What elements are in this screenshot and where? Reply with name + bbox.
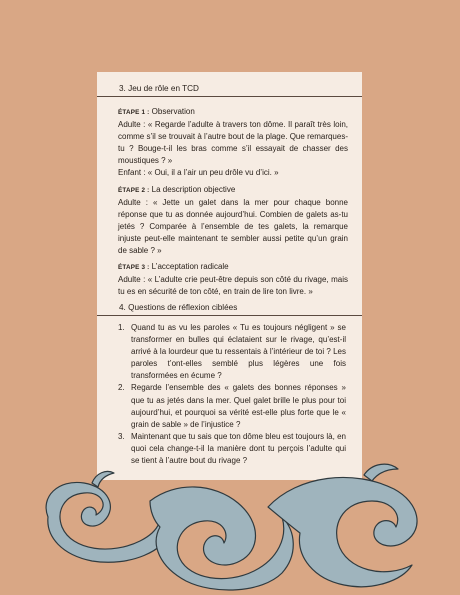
step-3-title: L’acceptation radicale [151,262,229,272]
step-3-label: ÉTAPE 3 : [118,264,150,272]
question-text: Maintenant que tu sais que ton dôme bleu est toujours là, en quoi cela change-t-il la manière dont tu perçois l’adulte qui se tient à l’autre bout du rivage ? [131,431,346,466]
step-3 [118,261,348,298]
wave-illustration [0,455,460,595]
section-4-heading: 4. Questions de réflexion ciblées [97,299,362,316]
step-2-line-1: Adulte : « Jette un galet dans la mer pour chaque bonne réponse que tu as donnée aujourd’hui. Combien de galets as-tu jetés ? Comparée à l’ensemble de tes galets, la remarque injuste peut-elle maintenant te sembler aussi petite qu’un grain de sable ? » [118,197,348,256]
wave-left-icon [46,482,173,562]
step-2-title: La description objective [151,184,236,194]
step-2-label: ÉTAPE 2 : [118,186,150,194]
question-item [118,322,346,382]
section-3-heading: 3. Jeu de rôle en TCD [97,80,362,97]
question-item [118,382,346,430]
wave-splash-icon [92,471,114,487]
question-text: Regarde l’ensemble des « galets des bonnes réponses » que tu as jetés dans la mer. Quel galet brille le plus pour toi aujourd’hui, et pourquoi sa vérité est-elle plus forte que le « grain de sable » de l’injustice ? [131,383,346,429]
question-number: 1. [118,323,125,332]
question-text: Quand tu as vu les paroles « Tu es toujours négligent » se transformer en bulles qui éclataient sur le rivage, qu’est-il arrivé à la lourdeur que tu ressentais à l’intérieur de toi ? Les paroles t’ont-elles semblé plus légères une fois transformées en écume ? [131,323,346,381]
step-1-label: ÉTAPE 1 : [118,109,150,116]
wave-splash-icon [364,464,398,481]
step-1-line-2: Enfant : « Oui, il a l’air un peu drôle vu d’ici. » [118,168,279,178]
step-2 [118,184,348,258]
step-1-title: Observation [151,107,195,116]
step-1-line-1: Adulte : « Regarde l’adulte à travers ton dôme. Il paraît très loin, comme s’il se trouvait à l’autre bout de la plage. Que remarques-tu ? Bouge-t-il les bras comme s’il essayait de chasser des moustiques ? » [118,120,348,166]
step-3-line-1: Adulte : « L’adulte crie peut-être depuis son côté du rivage, mais tu es en sécurité de ton côté, en train de lire ton livre. » [118,275,348,297]
step-1 [118,106,348,180]
question-number: 3. [118,431,125,441]
questions-list [118,322,346,467]
question-number: 2. [118,383,125,393]
content-panel [97,72,362,480]
section-3-body [118,103,348,298]
